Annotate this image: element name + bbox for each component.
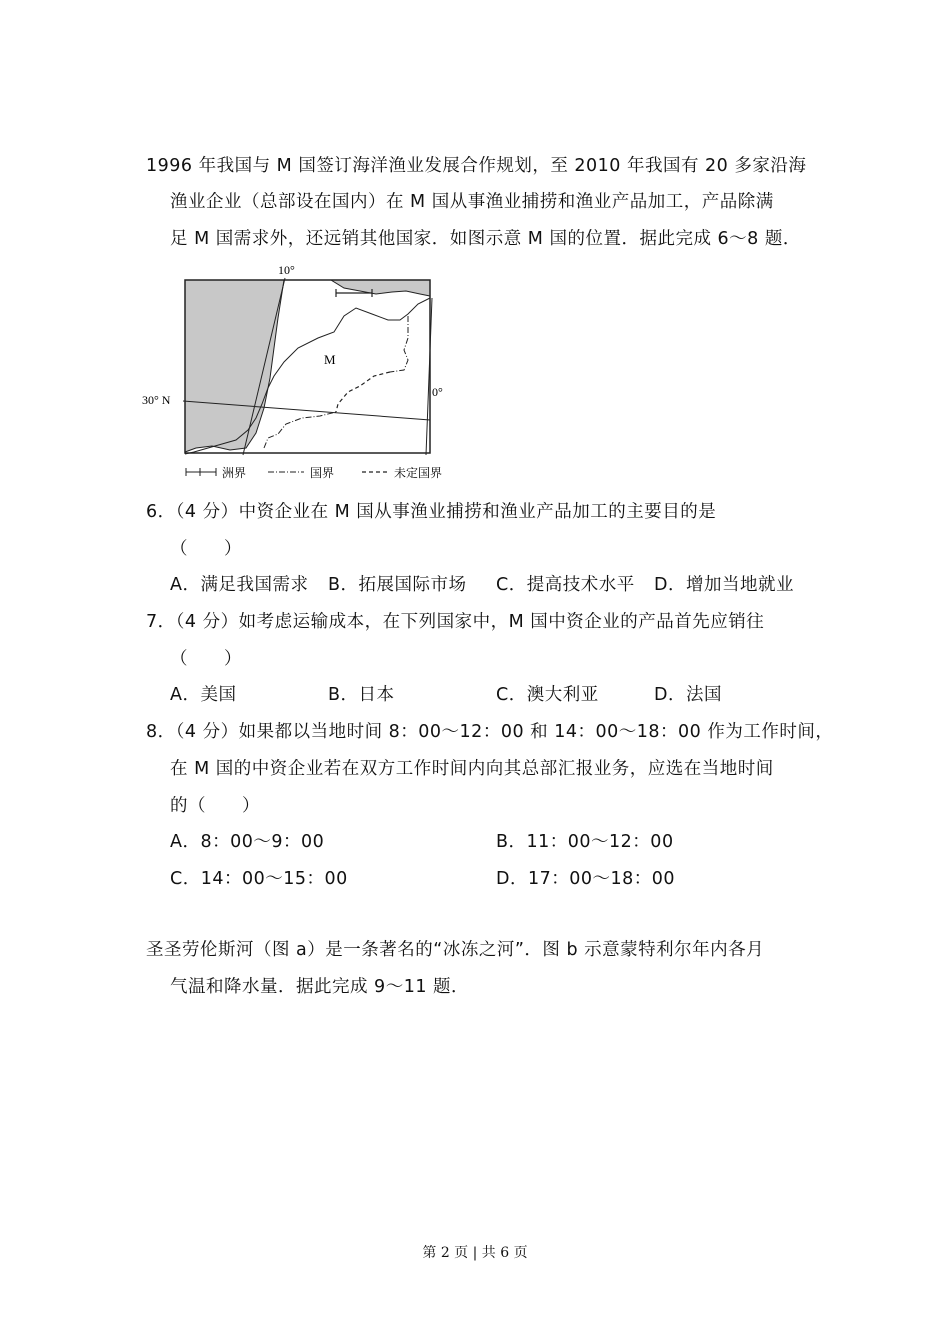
- q6-option-a[interactable]: A．满足我国需求: [170, 575, 309, 595]
- q6-option-b[interactable]: B．拓展国际市场: [328, 575, 467, 595]
- legend-continent: 洲界: [222, 466, 247, 480]
- page-footer: 第 2 页 | 共 6 页: [422, 1245, 528, 1261]
- legend-national: 国界: [310, 466, 335, 480]
- q8-stem: 8．（4 分）如果都以当地时间 8：00～12：00 和 14：00～18：00 作为工作时间，: [146, 722, 834, 742]
- q6-paren: （ ）: [170, 539, 242, 559]
- q7-option-a[interactable]: A．美国: [170, 685, 237, 705]
- q8-option-c[interactable]: C．14：00～15：00: [170, 869, 348, 889]
- intro-line-2: 渔业企业（总部设在国内）在 M 国从事渔业捕捞和渔业产品加工，产品除满: [170, 192, 774, 212]
- undetermined-border: [336, 372, 390, 412]
- q8-option-a[interactable]: A．8：00～9：00: [170, 832, 325, 852]
- q8-option-d[interactable]: D．17：00～18：00: [496, 869, 676, 889]
- map-figure: [138, 258, 443, 483]
- q7-stem: 7．（4 分）如考虑运输成本，在下列国家中，M 国中资企业的产品首先应销往: [146, 612, 765, 632]
- land-spain: [331, 280, 430, 296]
- label-M: M: [324, 352, 336, 367]
- land-europe: [185, 280, 284, 452]
- national-border: [390, 316, 408, 372]
- q8-stem-3: 的（ ）: [170, 796, 260, 816]
- q7-option-d[interactable]: D．法国: [654, 685, 722, 705]
- label-0deg: 0°: [432, 385, 443, 399]
- intro-line-1: 1996 年我国与 M 国签订海洋渔业发展合作规划，至 2010 年我国有 20 多家沿海: [146, 156, 807, 176]
- intro2-line-1: 圣圣劳伦斯河（图 a）是一条著名的“冰冻之河”．图 b 示意蒙特利尔年内各月: [146, 940, 765, 960]
- intro-line-3: 足 M 国需求外，还远销其他国家．如图示意 M 国的位置．据此完成 6～8 题．: [170, 229, 801, 249]
- q7-option-b[interactable]: B．日本: [328, 685, 395, 705]
- q7-option-c[interactable]: C．澳大利亚: [496, 685, 599, 705]
- q8-option-b[interactable]: B．11：00～12：00: [496, 832, 674, 852]
- label-10deg: 10°: [278, 263, 295, 277]
- q6-stem: 6．（4 分）中资企业在 M 国从事渔业捕捞和渔业产品加工的主要目的是: [146, 502, 717, 522]
- q7-paren: （ ）: [170, 649, 242, 669]
- q6-option-d[interactable]: D．增加当地就业: [654, 575, 794, 595]
- q6-option-c[interactable]: C．提高技术水平: [496, 575, 635, 595]
- national-border-south: [264, 412, 336, 448]
- intro2-line-2: 气温和降水量．据此完成 9～11 题．: [170, 977, 470, 997]
- label-30n: 30° N: [142, 393, 171, 407]
- legend-undetermined: 未定国界: [394, 466, 443, 480]
- q8-stem-2: 在 M 国的中资企业若在双方工作时间内向其总部汇报业务，应选在当地时间: [170, 759, 774, 779]
